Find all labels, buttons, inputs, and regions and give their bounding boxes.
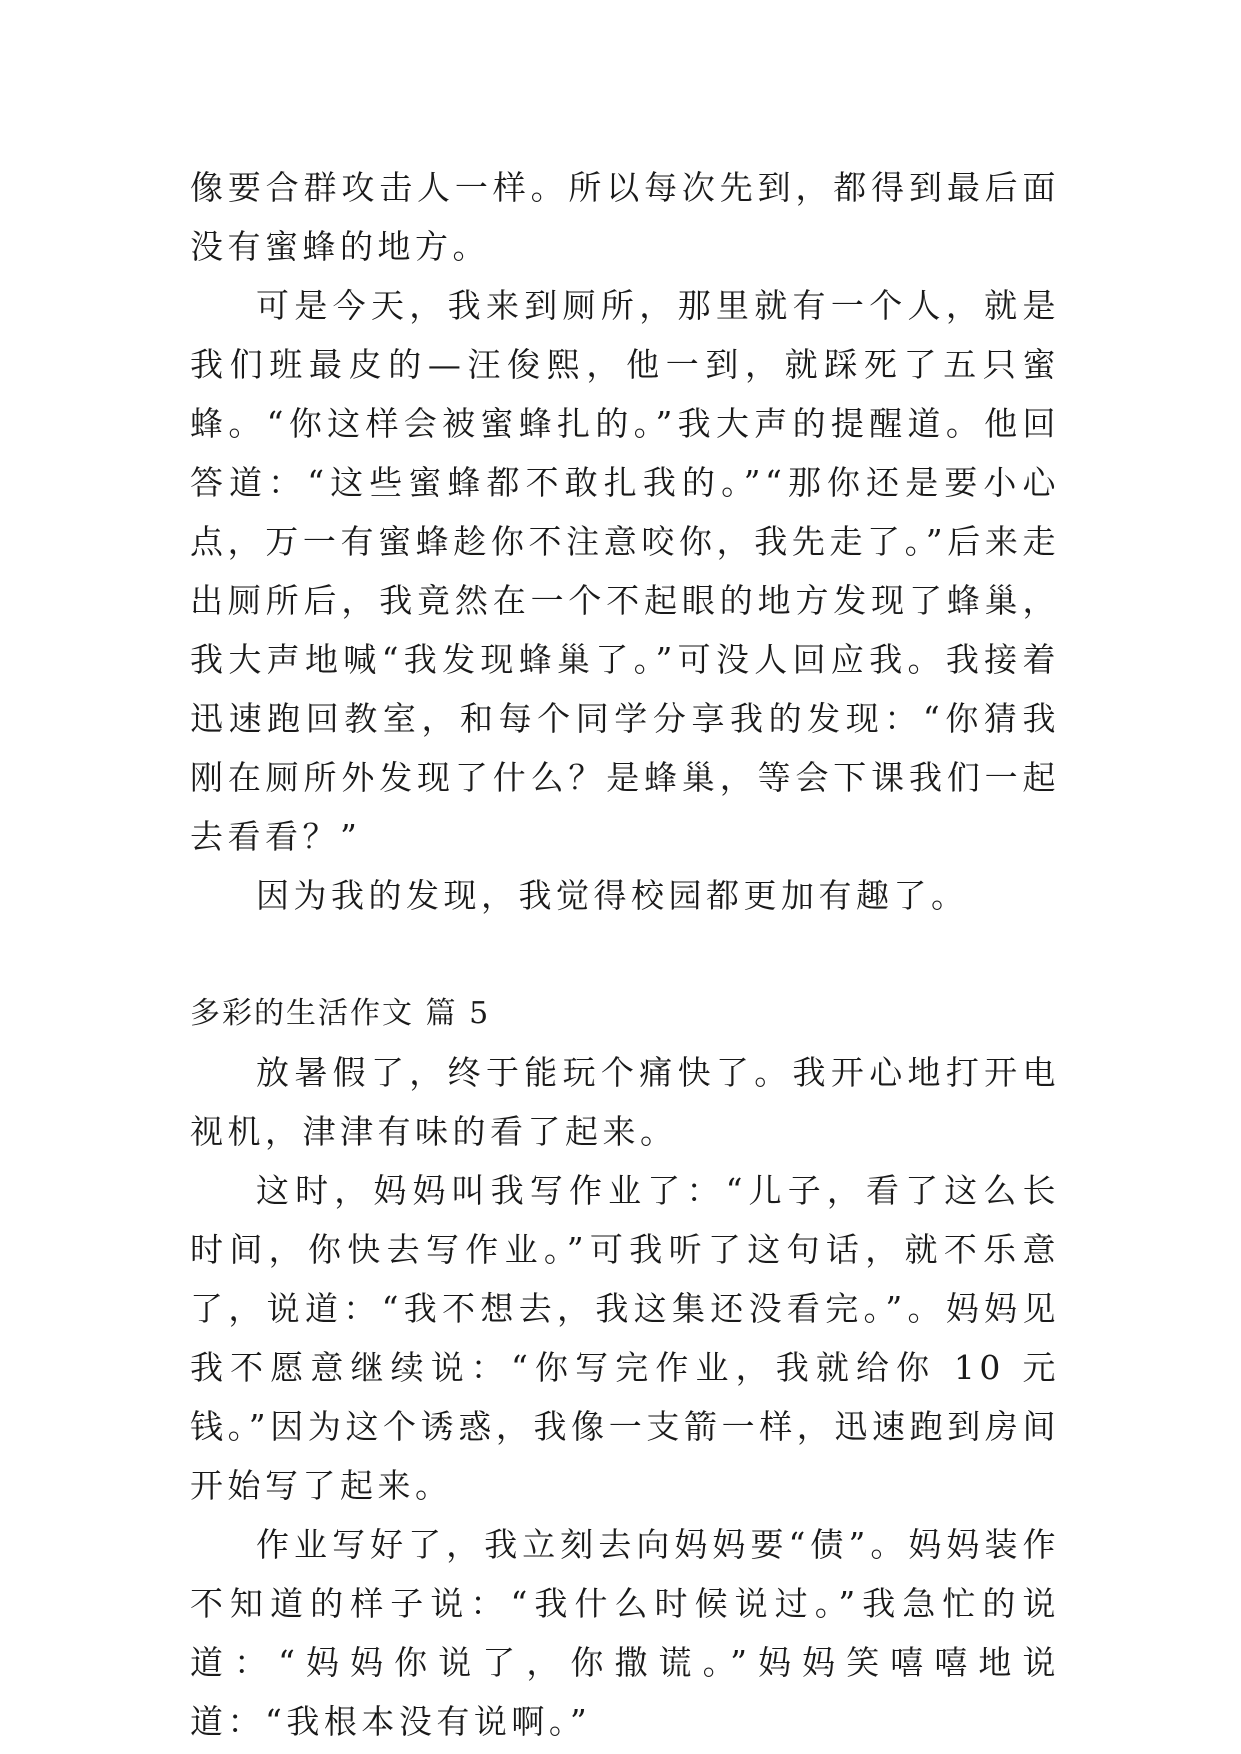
- paragraph: 放暑假了，终于能玩个痛快了。我开心地打开电视机，津津有味的看了起来。: [190, 1053, 1060, 1151]
- paragraph: 这时，妈妈叫我写作业了：“儿子，看了这么长时间，你快去写作业。”可我听了这句话，就不乐意了，说道：“我不想去，我这集还没看完。”。妈妈见我不愿意继续说：“你写完作业，我就给你 10 元钱。”因为这个诱惑，我像一支箭一样，迅速跑到房间开始写了起来。: [190, 1171, 1060, 1505]
- paragraph: 可是今天，我来到厕所，那里就有一个人，就是我们班最皮的—汪俊熙，他一到，就踩死了五只蜜蜂。“你这样会被蜜蜂扎的。”我大声的提醒道。他回答道：“这些蜜蜂都不敢扎我的。”“那你还是要小心点，万一有蜜蜂趁你不注意咬你，我先走了。”后来走出厕所后，我竟然在一个不起眼的地方发现了蜂巢，我大声地喊“我发现蜂巢了。”可没人回应我。我接着迅速跑回教室，和每个同学分享我的发现：“你猜我刚在厕所外发现了什么？是蜂巢，等会下课我们一起去看看？”: [190, 286, 1060, 856]
- section-gap: [190, 925, 1060, 984]
- section-heading: 多彩的生活作文 篇 5: [190, 996, 491, 1031]
- paragraph: 作业写好了，我立刻去向妈妈要“债”。妈妈装作不知道的样子说：“我什么时候说过。”我急忙的说道：“妈妈你说了，你撒谎。”妈妈笑嘻嘻地说道：“我根本没有说啊。”: [190, 1525, 1060, 1741]
- paragraph: 因为我的发现，我觉得校园都更加有趣了。: [256, 876, 969, 915]
- paragraph: 像要合群攻击人一样。所以每次先到，都得到最后面没有蜜蜂的地方。: [190, 168, 1060, 266]
- document-body: [190, 158, 1060, 1751]
